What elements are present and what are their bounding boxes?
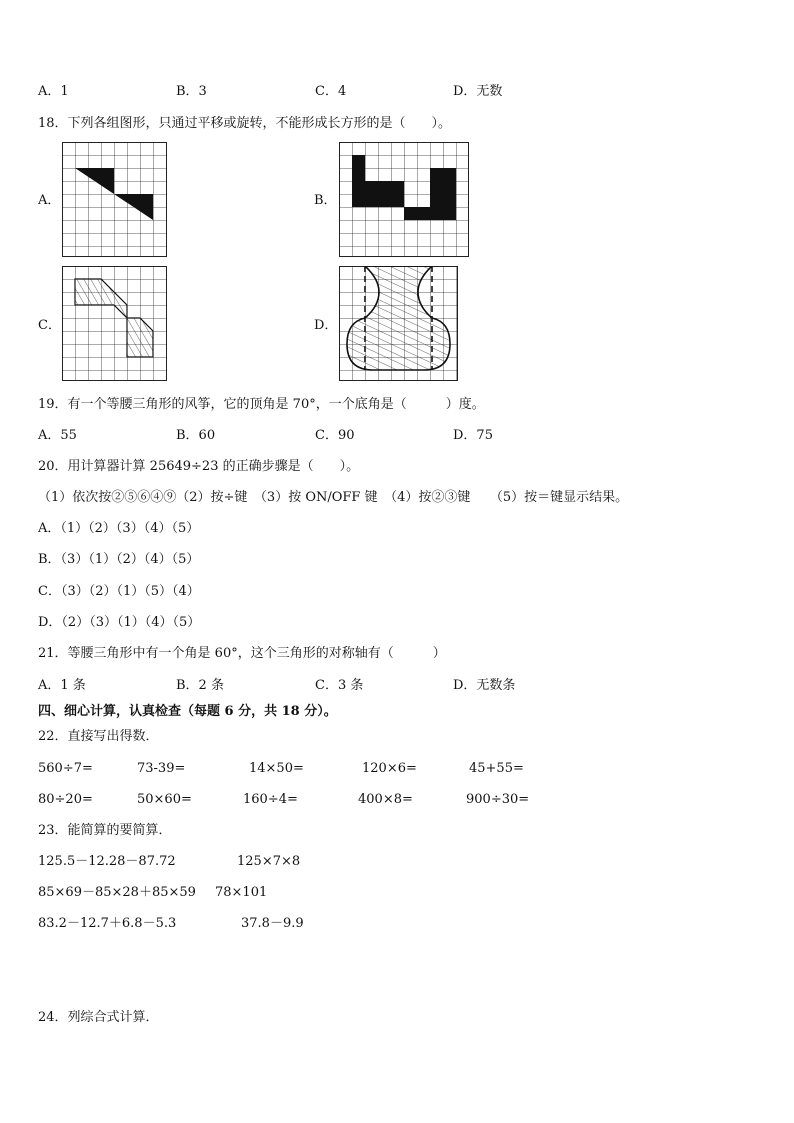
q18-label-a: A．	[38, 193, 61, 208]
q22-item: 45+55=	[469, 761, 524, 776]
q23-item: 85×69－85×28＋85×59	[38, 885, 196, 900]
q22-item: 560÷7=	[38, 761, 93, 776]
q18-figure-d	[339, 266, 459, 382]
q17-option-b: B．3	[176, 84, 207, 99]
q20-option-a: A．（1）（2）（3）（4）（5）	[38, 521, 200, 536]
q18-figure-a	[62, 142, 168, 258]
q17-option-c: C．4	[315, 84, 347, 99]
section-4-heading: 四、细心计算，认真检查（每题 6 分，共 18 分）。	[38, 704, 337, 719]
q18-label-c: C．	[38, 318, 61, 333]
q19-option-a: A．55	[38, 428, 77, 443]
q21-stem: 21．等腰三角形中有一个角是 60°，这个三角形的对称轴有（ ）	[38, 646, 446, 661]
q18-label-b: B．	[314, 193, 337, 208]
q20-steps: （1）依次按②⑤⑥④⑨（2）按÷键 （3）按 ON/OFF 键 （4）按②③键 （5）按＝键显示结果。	[38, 490, 629, 505]
q22-item: 900÷30=	[466, 792, 530, 807]
q17-option-d: D．无数	[453, 84, 503, 99]
q20-option-b: B．（3）（1）（2）（4）（5）	[38, 552, 200, 567]
q19-option-c: C．90	[315, 428, 355, 443]
q23-item: 83.2－12.7＋6.8－5.3	[38, 916, 177, 931]
q20-option-d: D．（2）（3）（1）（4）（5）	[38, 615, 201, 630]
q22-item: 14×50=	[249, 761, 304, 776]
q24-stem: 24．列综合式计算．	[38, 1010, 159, 1025]
q21-option-d: D．无数条	[453, 678, 516, 693]
q22-item: 160÷4=	[243, 792, 298, 807]
q22-item: 50×60=	[137, 792, 192, 807]
q22-item: 400×8=	[358, 792, 413, 807]
q20-stem: 20．用计算器计算 25649÷23 的正确步骤是（ ）。	[38, 459, 360, 474]
q17-option-a: A．1	[38, 84, 69, 99]
q21-option-c: C．3 条	[315, 678, 364, 693]
q23-item: 78×101	[215, 885, 268, 900]
q22-item: 120×6=	[362, 761, 417, 776]
q18-figure-b	[339, 142, 470, 258]
q23-stem: 23．能简算的要简算．	[38, 823, 172, 838]
q19-option-b: B．60	[176, 428, 216, 443]
q20-option-c: C．（3）（2）（1）（5）（4）	[38, 584, 200, 599]
q18-figure-c	[62, 266, 168, 382]
q21-option-b: B．2 条	[176, 678, 224, 693]
q18-stem: 18．下列各组图形，只通过平移或旋转，不能形成长方形的是（ ）。	[38, 116, 452, 131]
q19-stem: 19．有一个等腰三角形的风筝，它的顶角是 70°，一个底角是（ ）度。	[38, 397, 485, 412]
q23-item: 125.5－12.28－87.72	[38, 854, 176, 869]
q19-option-d: D．75	[453, 428, 493, 443]
q21-option-a: A．1 条	[38, 678, 86, 693]
q22-stem: 22．直接写出得数．	[38, 729, 159, 744]
q22-item: 80÷20=	[38, 792, 93, 807]
q23-item: 37.8－9.9	[241, 916, 304, 931]
q23-item: 125×7×8	[237, 854, 301, 869]
q22-item: 73-39=	[137, 761, 186, 776]
q18-label-d: D．	[314, 318, 338, 333]
